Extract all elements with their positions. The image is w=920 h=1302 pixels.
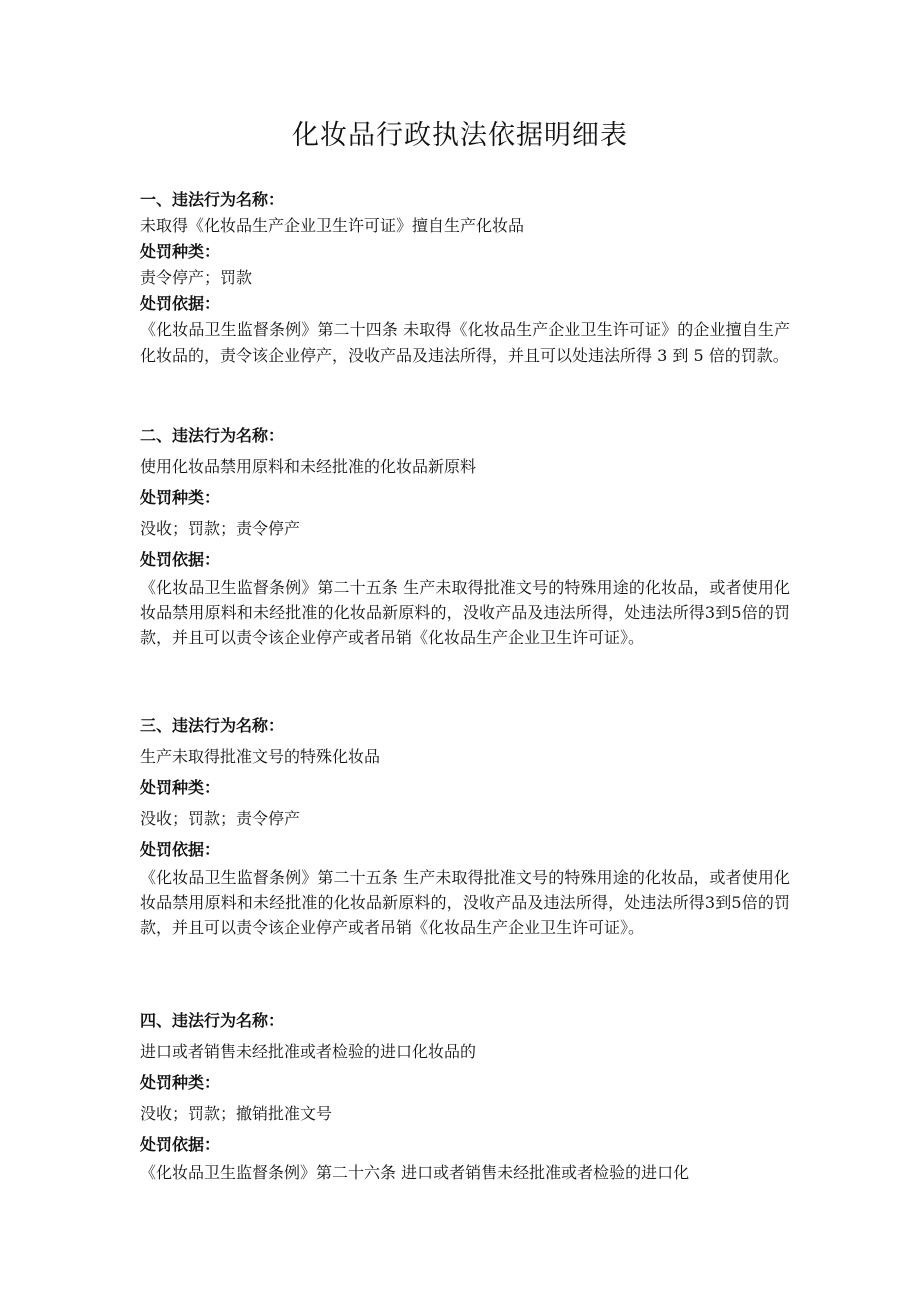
basis-text: 《化妆品卫生监督条例》第二十五条 生产未取得批准文号的特殊用途的化妆品，或者使用化妆品禁用原料和未经批准的化妆品新原料的，没收产品及违法所得，处违法所得3到5倍的罚款，并且可以责令该企业停产或者吊销《化妆品生产企业卫生许可证》。 xyxy=(140,868,790,937)
basis-text: 《化妆品卫生监督条例》第二十四条 未取得《化妆品生产企业卫生许可证》的企业擅自生产化妆品的，责令该企业停产，没收产品及违法所得，并且可以处违法所得 3 到 5 倍的罚款。 xyxy=(140,320,790,365)
basis-label: 处罚依据： xyxy=(140,840,221,859)
violation-name: 进口或者销售未经批准或者检验的进口化妆品的 xyxy=(140,1042,477,1061)
basis-text: 《化妆品卫生监督条例》第二十五条 生产未取得批准文号的特殊用途的化妆品，或者使用化妆品禁用原料和未经批准的化妆品新原料的，没收产品及违法所得，处违法所得3到5倍的罚款，并且可以责令该企业停产或者吊销《化妆品生产企业卫生许可证》。 xyxy=(140,578,790,647)
penalty-type: 没收；罚款；责令停产 xyxy=(140,519,301,538)
violation-section-2 xyxy=(140,420,790,650)
basis-label: 处罚依据： xyxy=(140,550,221,569)
violation-name: 未取得《化妆品生产企业卫生许可证》擅自生产化妆品 xyxy=(140,216,525,235)
violation-name: 生产未取得批准文号的特殊化妆品 xyxy=(140,747,381,766)
penalty-type: 没收；罚款；责令停产 xyxy=(140,809,301,828)
penalty-type-label: 处罚种类： xyxy=(140,242,221,261)
penalty-type: 责令停产；罚款 xyxy=(140,268,253,287)
page-title: 化妆品行政执法依据明细表 xyxy=(292,120,628,151)
basis-text: 《化妆品卫生监督条例》第二十六条 进口或者销售未经批准或者检验的进口化 xyxy=(140,1163,690,1182)
section-heading: 一、违法行为名称： xyxy=(140,190,285,209)
violation-section-1 xyxy=(140,187,790,369)
violation-section-3 xyxy=(140,710,790,940)
basis-label: 处罚依据： xyxy=(140,294,221,313)
violation-section-4 xyxy=(140,1005,790,1185)
section-heading: 二、违法行为名称： xyxy=(140,426,285,445)
section-heading: 三、违法行为名称： xyxy=(140,716,285,735)
penalty-type-label: 处罚种类： xyxy=(140,488,221,507)
penalty-type-label: 处罚种类： xyxy=(140,1073,221,1092)
section-heading: 四、违法行为名称： xyxy=(140,1011,285,1030)
violation-name: 使用化妆品禁用原料和未经批准的化妆品新原料 xyxy=(140,457,477,476)
basis-label: 处罚依据： xyxy=(140,1135,221,1154)
penalty-type: 没收；罚款；撤销批准文号 xyxy=(140,1104,333,1123)
penalty-type-label: 处罚种类： xyxy=(140,778,221,797)
